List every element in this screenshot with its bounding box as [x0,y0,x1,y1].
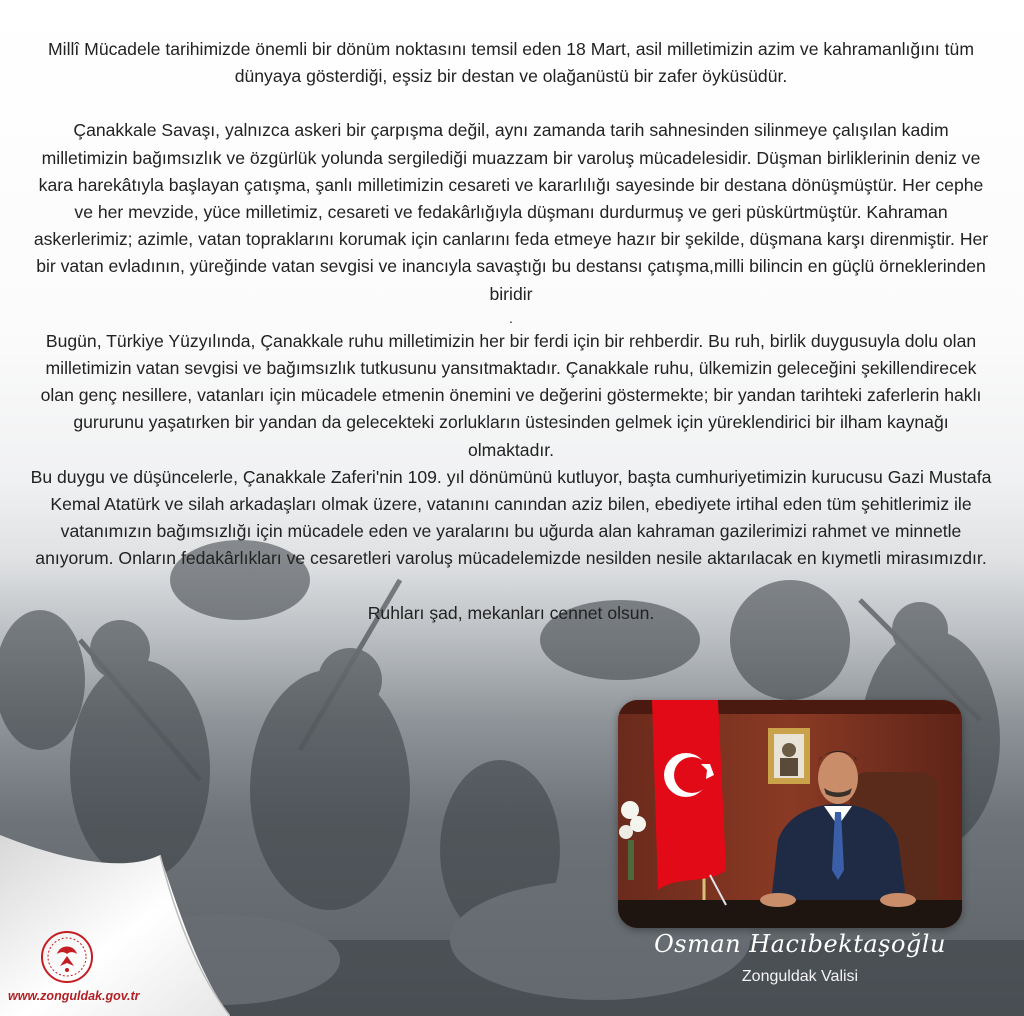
letter-paragraph: Bu duygu ve düşüncelerle, Çanakkale Zaferi'nin 109. yıl dönümünü kutluyor, başta cumhuriyetimizin kurucusu Gazi Mustafa Kemal Atatürk ve silah arkadaşları olmak üzere, vatanını canından aziz bilen, ebediyete irtihal eden tüm şehitlerimiz ile vatanımızın bağımsızlığı için mücadele eden ve yaralarını bu uğurda alan kahraman gazilerimizi rahmet ve minnetle anıyorum. Onların fedakârlıkları ve cesaretleri varoluş mücadelemizde nesilden nesile aktarılacak en kıymetli mirasımızdır. [30,466,992,569]
website-link[interactable]: www.zonguldak.gov.tr [8,989,140,1003]
separator-dot: . [509,309,513,326]
letter-closing: Ruhları şad, mekanları cennet olsun. [367,602,655,623]
governor-portrait-photo [618,700,962,928]
letter-paragraph: Çanakkale Savaşı, yalnızca askeri bir çarpışma değil, aynı zamanda tarih sahnesinden silinmeye çalışılan kadim milletimizin bağımsızlık ve özgürlük yolunda sergilediği muazzam bir varoluş mücadelesidir. Düşman birliklerinin deniz ve kara harekâtıyla başlayan çatışma, şanlı milletimizin cesareti ve kararlılığı sayesinde bir destana dönüşmüştür. Her cephe ve her mevzide, yüce milletimiz, cesareti ve fedakârlığıyla düşmanı durdurmuş ve geri püskürtmüştür. Kahraman askerlerimiz; azimle, vatan topraklarını korumak için canlarını feda etmeye hazır bir şekilde, düşmana karşı direnmiştir. Her bir vatan evladının, yüreğinde vatan sevgisi ve inancıyla savaştığı bu destansı çatışma,milli bilincin en güçlü örneklerinden biridir [33,120,989,304]
signature-title: Zonguldak Valisi [741,968,859,985]
letter-paragraph: Bugün, Türkiye Yüzyılında, Çanakkale ruhu milletimizin her bir ferdi için bir rehberdir. Bu ruh, birlik duygusuyla dolu olan milletimizin vatan sevgisi ve bağımsızlık tutkusunu yansıtmaktadır. Çanakkale ruhu, ülkemizin geleceğini şekillendirecek olan genç nesillere, vatanları için mücadele etmenin önemini ve değerini göstermekte; bir yandan tarihteki zaferlerin haklı gururunu yaşatırken bir yandan da gelecekteki zorlukların üstesinden gelmek için yüreklendirici bir ilham kaynağı olmaktadır. [40,330,982,460]
governorship-seal-icon [40,930,94,984]
portrait-illustration [618,700,962,928]
signature-name: Osman Hacıbektaşoğlu [654,930,946,958]
letter-paragraph: Millî Mücadele tarihimizde önemli bir dönüm noktasını temsil eden 18 Mart, asil milletimizin azim ve kahramanlığını tüm dünyaya gösterdiği, eşsiz bir destan ve olağanüstü bir zafer öyküsüdür. [48,39,974,87]
letter-body [28,36,994,627]
